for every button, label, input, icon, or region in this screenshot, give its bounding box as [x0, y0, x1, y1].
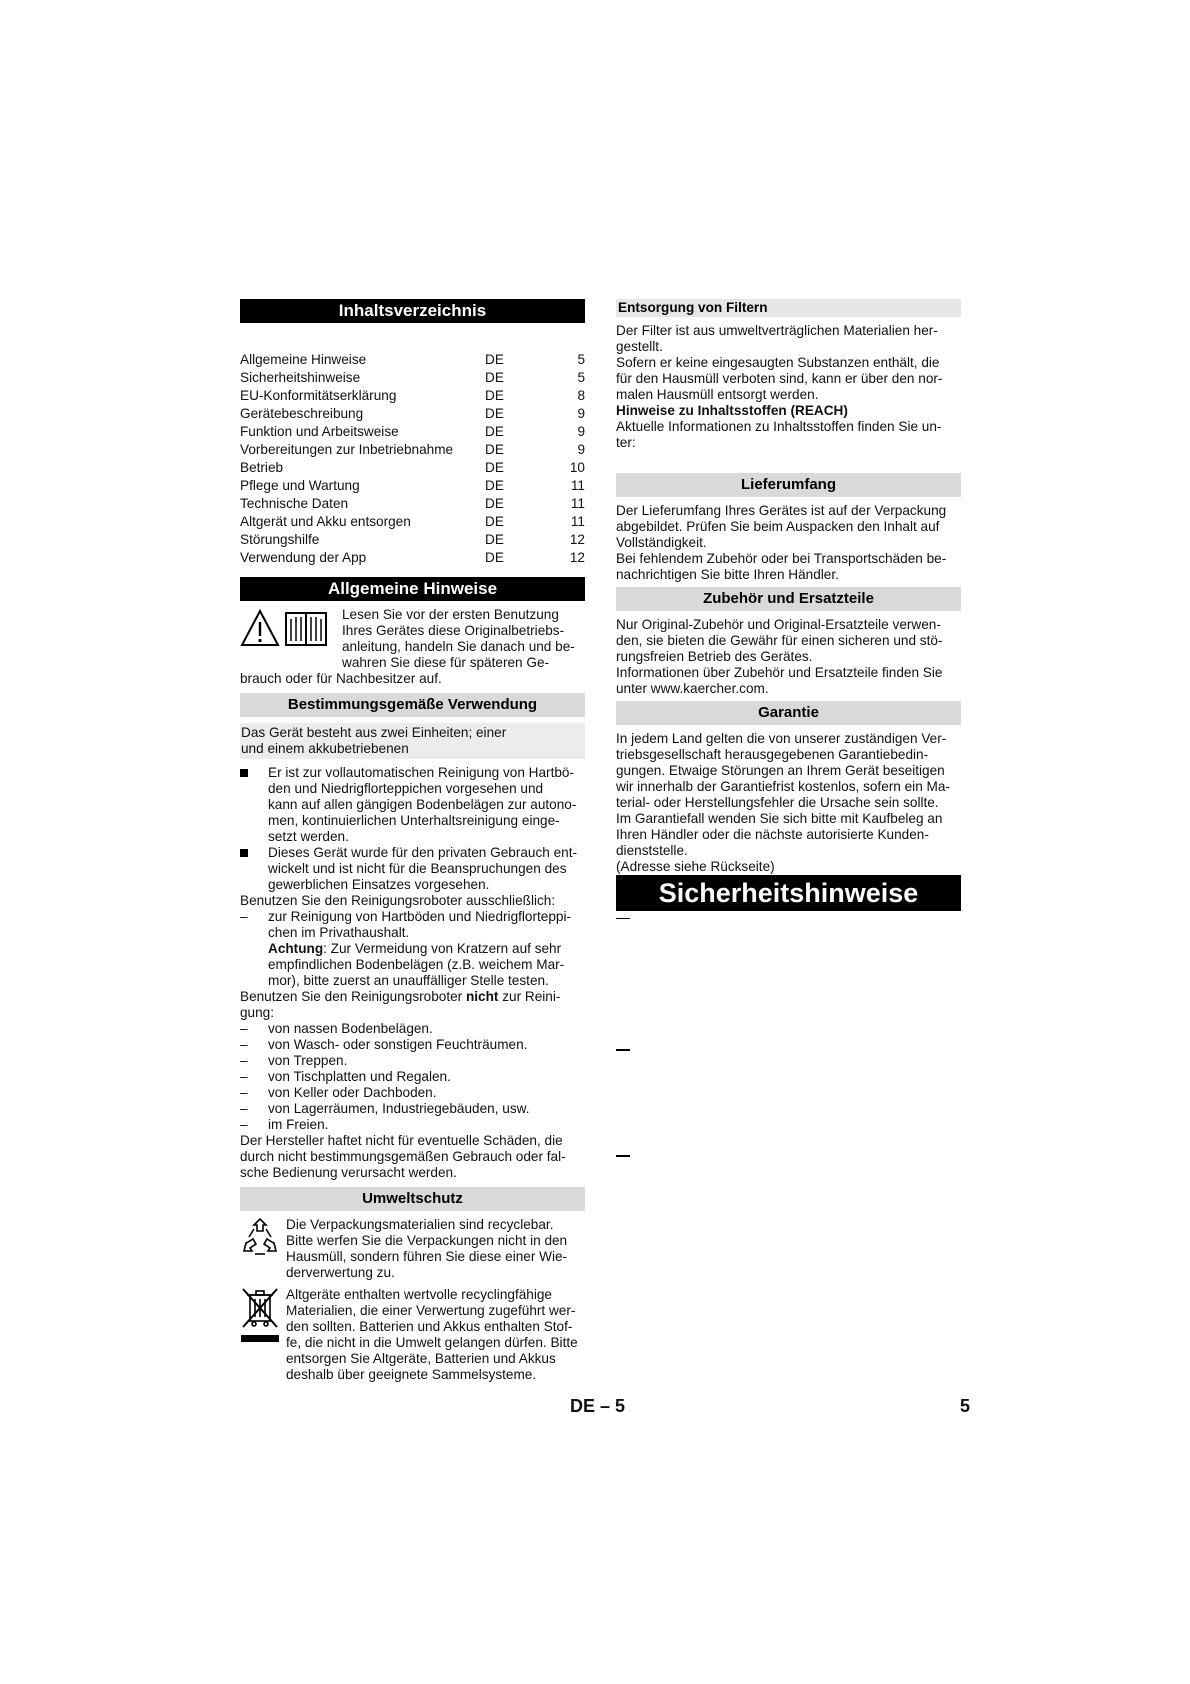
umwelt-heading: Umweltschutz: [240, 1187, 585, 1211]
outro-line: sche Bedienung verursacht werden.: [240, 1165, 457, 1180]
allgemeine-notice: [240, 607, 585, 671]
toc-entry-title: Technische Daten: [240, 496, 349, 511]
toc-entry-lang: DE: [485, 532, 504, 547]
umwelt-bin-block: [240, 1287, 585, 1383]
toc-entry[interactable]: [240, 441, 585, 459]
outro-line: Der Hersteller haftet nicht für eventuelle Schäden, die: [240, 1133, 563, 1148]
garantie-line: (Adresse siehe Rückseite): [616, 859, 775, 874]
umwelt-line: derverwertung zu.: [286, 1265, 395, 1280]
bullet-line: den und Niedrigflorteppichen vorgesehen und: [268, 781, 544, 796]
allgemeine-line: Lesen Sie vor der ersten Benutzung: [342, 607, 559, 622]
manual-warning-icons: [240, 607, 342, 671]
toc-entry-lang: DE: [485, 370, 504, 385]
bullet-line: men, kontinuierlichen Unterhaltsreinigung einge-: [268, 813, 560, 828]
zubehoer-line: Nur Original-Zubehör und Original-Ersatzteile verwen-: [616, 617, 941, 632]
dash-item: [240, 1069, 585, 1085]
dash-marker: –: [240, 1085, 248, 1100]
toc-entry-lang: DE: [485, 460, 504, 475]
toc-entry-title: Verwendung der App: [240, 550, 367, 565]
liefer-line: Der Lieferumfang Ihres Gerätes ist auf der Verpackung: [616, 503, 947, 518]
toc-entry-title: Betrieb: [240, 460, 284, 475]
right-column: [616, 299, 961, 911]
achtung-label: Achtung: [268, 941, 324, 956]
toc-entry-lang: DE: [485, 496, 504, 511]
allgemeine-line: anleitung, handeln Sie danach und be-: [342, 639, 575, 654]
square-bullet-icon: [240, 769, 248, 777]
dash-marker: –: [240, 1021, 248, 1036]
dash-marker: –: [240, 1117, 248, 1132]
dash-item: [240, 1101, 585, 1117]
garantie-line: triebsgesellschaft herausgegebenen Garantiebedin-: [616, 747, 929, 762]
umwelt-line: entsorgen Sie Altgeräte, Batterien und Akkus: [286, 1351, 556, 1366]
toc-entry-page: 9: [577, 442, 585, 457]
zubehoer-line: unter www.kaercher.com.: [616, 681, 769, 696]
toc-entry-page: 9: [577, 424, 585, 439]
garantie-line: wir innerhalb der Garantiefrist kostenlos, sofern ein Ma-: [616, 779, 950, 794]
garantie-line: Ihren Händler oder die nächste autorisierte Kunden-: [616, 827, 929, 842]
toc-entry[interactable]: [240, 531, 585, 549]
bullet-line: wickelt und ist nicht für die Beanspruchungen des: [268, 861, 567, 876]
not-intro-text: zur Reini-: [498, 989, 561, 1004]
liefer-line: Vollständigkeit.: [616, 535, 707, 550]
filter-line: gestellt.: [616, 339, 663, 354]
toc-entry-lang: DE: [485, 442, 504, 457]
umwelt-line: Altgeräte enthalten wertvolle recyclingfähige: [286, 1287, 552, 1302]
liefer-line: Bei fehlendem Zubehör oder bei Transportschäden be-: [616, 551, 947, 566]
dash-mark: [616, 1155, 630, 1157]
toc-entry[interactable]: [240, 387, 585, 405]
square-bullet-icon: [240, 849, 248, 857]
reach-line: ter:: [616, 435, 636, 450]
dash-line: zur Reinigung von Hartböden und Niedrigflorteppi-: [268, 909, 572, 924]
toc-entry-page: 10: [569, 460, 585, 475]
toc-entry-title: Altgerät und Akku entsorgen: [240, 514, 411, 529]
dash-item: [240, 1021, 585, 1037]
toc-entry[interactable]: [240, 423, 585, 441]
toc-entry[interactable]: [240, 513, 585, 531]
dash-mark: [616, 918, 630, 919]
umwelt-line: fe, die nicht in die Umwelt gelangen dürfen. Bitte: [286, 1335, 578, 1350]
toc-entry-lang: DE: [485, 514, 504, 529]
dash-item: [240, 1053, 585, 1069]
toc-entry[interactable]: [240, 477, 585, 495]
dash-mark: [616, 1049, 630, 1051]
zubehoer-line: Informationen über Zubehör und Ersatzteile finden Sie: [616, 665, 943, 680]
toc-entry-lang: DE: [485, 352, 504, 367]
toc-entry[interactable]: [240, 549, 585, 567]
reach-title: Hinweise zu Inhaltsstoffen (REACH): [616, 403, 848, 418]
toc-entry-page: 12: [569, 532, 585, 547]
liefer-heading: Lieferumfang: [616, 473, 961, 497]
toc-entry-lang: DE: [485, 406, 504, 421]
bullet-line: Dieses Gerät wurde für den privaten Gebrauch ent-: [268, 845, 578, 860]
toc-list: [240, 351, 585, 567]
umwelt-line: den sollten. Batterien und Akkus enthalten Stof-: [286, 1319, 573, 1334]
toc-entry-page: 5: [577, 370, 585, 385]
toc-entry-title: Allgemeine Hinweise: [240, 352, 367, 367]
intro-line: Das Gerät besteht aus zwei Einheiten; einer: [241, 725, 507, 740]
dash-line: von Keller oder Dachboden.: [268, 1085, 437, 1100]
toc-entry-title: Pflege und Wartung: [240, 478, 360, 493]
page-footer-center: DE – 5: [570, 1396, 626, 1416]
allgemeine-line: wahren Sie diese für späteren Ge-: [342, 655, 550, 670]
garantie-line: gungen. Etwaige Störungen an Ihrem Gerät beseitigen: [616, 763, 945, 778]
toc-entry-page: 11: [570, 478, 585, 493]
dash-item: [240, 1117, 585, 1133]
outro-line: durch nicht bestimmungsgemäßen Gebrauch oder fal-: [240, 1149, 566, 1164]
dash-line: von Treppen.: [268, 1053, 348, 1068]
allgemeine-last-line: brauch oder für Nachbesitzer auf.: [240, 671, 442, 686]
umwelt-line: Hausmüll, sondern führen Sie diese einer Wie-: [286, 1249, 568, 1264]
garantie-line: Im Garantiefall wenden Sie sich bitte mit Kaufbeleg an: [616, 811, 943, 826]
bullet-item: [240, 845, 585, 893]
allgemeine-heading: Allgemeine Hinweise: [240, 577, 585, 601]
bullet-item: [240, 765, 585, 845]
toc-entry-page: 8: [577, 388, 585, 403]
toc-entry-page: 9: [577, 406, 585, 421]
filter-line: Sofern er keine eingesaugten Substanzen enthält, die: [616, 355, 940, 370]
umwelt-recycle-block: [240, 1217, 585, 1281]
toc-entry-title: EU-Konformitätserklärung: [240, 388, 397, 403]
bestimmung-intro: [240, 723, 585, 759]
umwelt-line: Materialien, die einer Verwertung zugeführt wer-: [286, 1303, 576, 1318]
umwelt-line: Die Verpackungsmaterialien sind recyclebar.: [286, 1217, 554, 1232]
bullet-line: gewerblichen Einsatzes vorgesehen.: [268, 877, 490, 892]
dash-line: im Freien.: [268, 1117, 329, 1132]
zubehoer-line: rungsfreien Betrieb des Gerätes.: [616, 649, 813, 664]
left-column: [240, 299, 585, 1383]
dash-marker: –: [240, 1037, 248, 1052]
reach-line: Aktuelle Informationen zu Inhaltsstoffen finden Sie un-: [616, 419, 942, 434]
not-intro-text: Benutzen Sie den Reinigungsroboter: [240, 989, 466, 1004]
liefer-line: abgebildet. Prüfen Sie beim Auspacken den Inhalt auf: [616, 519, 940, 534]
garantie-line: terial- oder Herstellungsfehler die Ursache sein sollte.: [616, 795, 939, 810]
filter-line: Der Filter ist aus umweltverträglichen Materialien her-: [616, 323, 938, 338]
toc-entry[interactable]: [240, 351, 585, 369]
not-intro-text: gung:: [240, 1005, 275, 1020]
not-intro-bold: nicht: [465, 989, 499, 1004]
garantie-line: dienststelle.: [616, 843, 688, 858]
bestimmung-heading: Bestimmungsgemäße Verwendung: [240, 693, 585, 717]
zubehoer-heading: Zubehör und Ersatzteile: [616, 587, 961, 611]
filter-heading: Entsorgung von Filtern: [616, 299, 961, 317]
toc-entry-lang: DE: [485, 478, 504, 493]
toc-entry-page: 11: [570, 496, 585, 511]
dash-line: von Tischplatten und Regalen.: [268, 1069, 451, 1084]
bullet-line: Er ist zur vollautomatischen Reinigung von Hartbö-: [268, 765, 575, 780]
sicherheit-heading: Sicherheitshinweise: [616, 875, 961, 911]
toc-entry-title: Gerätebeschreibung: [240, 406, 364, 421]
bullet-line: kann auf allen gängigen Bodenbelägen zur autono-: [268, 797, 577, 812]
use-intro: Benutzen Sie den Reinigungsroboter ausschließlich:: [240, 893, 556, 908]
garantie-line: In jedem Land gelten die von unserer zuständigen Ver-: [616, 731, 947, 746]
bullet-line: setzt werden.: [268, 829, 349, 844]
toc-entry-lang: DE: [485, 550, 504, 565]
allgemeine-line: Ihres Gerätes diese Originalbetriebs-: [342, 623, 565, 638]
dash-line: von Wasch- oder sonstigen Feuchträumen.: [268, 1037, 528, 1052]
dash-line: von Lagerräumen, Industriegebäuden, usw.: [268, 1101, 530, 1116]
not-intro: [240, 989, 585, 1005]
dash-item: [240, 1037, 585, 1053]
dash-marker: –: [240, 1053, 248, 1068]
umwelt-line: deshalb über geeignete Sammelsysteme.: [286, 1367, 537, 1382]
liefer-line: nachrichtigen Sie bitte Ihren Händler.: [616, 567, 839, 582]
toc-entry-page: 12: [569, 550, 585, 565]
toc-entry[interactable]: [240, 459, 585, 477]
dash-marker: –: [240, 1101, 248, 1116]
not-list: [240, 1021, 585, 1133]
recycle-icon: [240, 1217, 280, 1257]
toc-entry[interactable]: [240, 495, 585, 513]
filter-line: malen Hausmüll entsorgt werden.: [616, 387, 819, 402]
achtung-line: [268, 941, 571, 957]
intro-line: und einem akkubetriebenen: [241, 741, 409, 756]
page-number: 5: [960, 1396, 971, 1416]
warning-read-manual-icon: [240, 607, 338, 651]
toc-entry-lang: DE: [485, 424, 504, 439]
toc-entry-title: Vorbereitungen zur Inbetriebnahme: [240, 442, 454, 457]
toc-entry-title: Störungshilfe: [240, 532, 320, 547]
toc-entry-lang: DE: [485, 388, 504, 403]
toc-entry-page: 11: [570, 514, 585, 529]
crossed-bin-icon: [240, 1287, 280, 1345]
toc-entry-title: Sicherheitshinweise: [240, 370, 361, 385]
zubehoer-line: den, sie bieten die Gewähr für einen sicheren und stö-: [616, 633, 943, 648]
achtung-text: : Zur Vermeidung von Kratzern auf sehr: [323, 941, 562, 956]
garantie-heading: Garantie: [616, 701, 961, 725]
toc-entry-page: 5: [577, 352, 585, 367]
dash-item: – zur Reinigung von Hartböden und Niedrigflorteppi- chen im Privathaushalt. Achtung: Zur Vermeidung von Kratzern auf sehr empfindlichen Bodenbelägen (z.B. weichem Mar- mor), bitte zuerst an unauffälliger Stelle testen.: [240, 909, 572, 988]
toc-entry[interactable]: [240, 369, 585, 387]
dash-marker: –: [240, 1069, 248, 1084]
toc-entry-title: Funktion und Arbeitsweise: [240, 424, 399, 439]
achtung-text: empfindlichen Bodenbelägen (z.B. weichem Mar-: [268, 957, 565, 972]
achtung-text: mor), bitte zuerst an unauffälliger Stelle testen.: [268, 973, 549, 988]
toc-heading: Inhaltsverzeichnis: [240, 299, 585, 323]
toc-entry[interactable]: [240, 405, 585, 423]
umwelt-line: Bitte werfen Sie die Verpackungen nicht in den: [286, 1233, 568, 1248]
dash-line: von nassen Bodenbelägen.: [268, 1021, 433, 1036]
dash-item: [240, 1085, 585, 1101]
dash-line: chen im Privathaushalt.: [268, 925, 410, 940]
filter-line: für den Hausmüll verboten sind, kann er über den nor-: [616, 371, 943, 386]
